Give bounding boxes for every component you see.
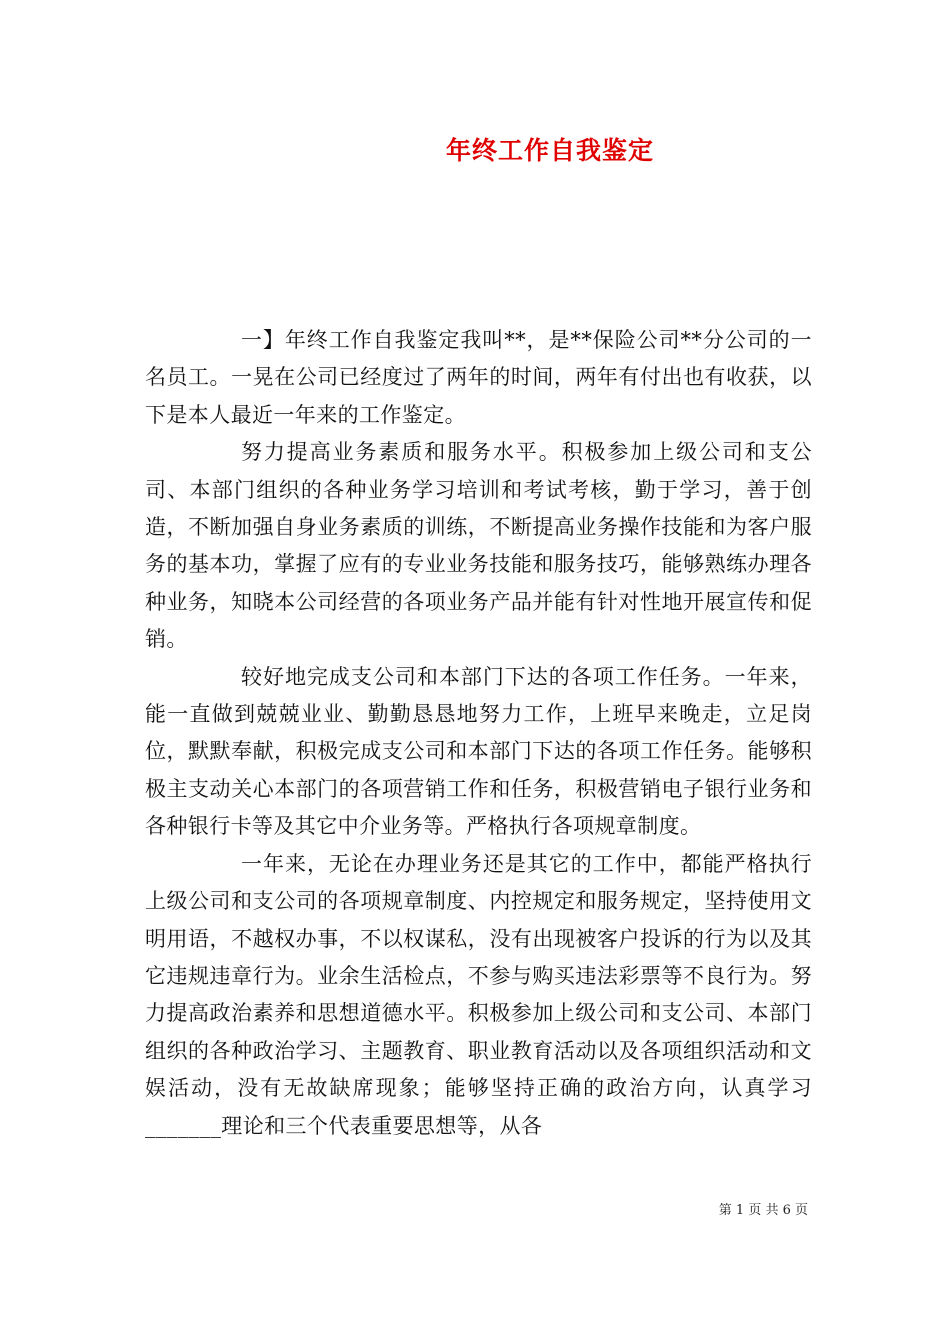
page-number: 第 1 页 共 6 页: [718, 1203, 808, 1218]
paragraph-task-completion: 较好地完成支公司和本部门下达的各项工作任务。一年来，能一直做到兢兢业业、勤勤恳恳地努力工作，上班早来晚走，立足岗位，默默奉献，积极完成支公司和本部门下达的各项工作任务。能够积极主支动关心本部门的各项营销工作和任务，积极营销电子银行业务和各种银行卡等及其它中介业务等。严格执行各项规章制度。: [145, 664, 812, 839]
page-footer: [0, 1201, 808, 1221]
paragraph-intro: 一】年终工作自我鉴定我叫**，是**保险公司**分公司的一名员工。一晃在公司已经度过了两年的时间，两年有付出也有收获，以下是本人最近一年来的工作鉴定。: [145, 328, 812, 427]
paragraph-business-quality: 努力提高业务素质和服务水平。积极参加上级公司和支公司、本部门组织的各种业务学习培训和考试考核，勤于学习，善于创造，不断加强自身业务素质的训练，不断提高业务操作技能和为客户服务的基本功，掌握了应有的专业业务技能和服务技巧，能够熟练办理各种业务，知晓本公司经营的各项业务产品并能有针对性地开展宣传和促销。: [145, 440, 812, 652]
paragraph-rules-compliance: 一年来，无论在办理业务还是其它的工作中，都能严格执行上级公司和支公司的各项规章制度、内控规定和服务规定，坚持使用文明用语，不越权办事，不以权谋私，没有出现被客户投诉的行为以及其它违规违章行为。业余生活检点，不参与购买违法彩票等不良行为。努力提高政治素养和思想道德水平。积极参加上级公司和支公司、本部门组织的各种政治学习、主题教育、职业教育活动以及各项组织活动和文娱活动，没有无故缺席现象；能够坚持正确的政治方向，认真学习_______理论和三个代表重要思想等，从各: [145, 851, 812, 1138]
document-title: 年终工作自我鉴定: [445, 136, 654, 165]
document-body: [145, 322, 812, 1145]
